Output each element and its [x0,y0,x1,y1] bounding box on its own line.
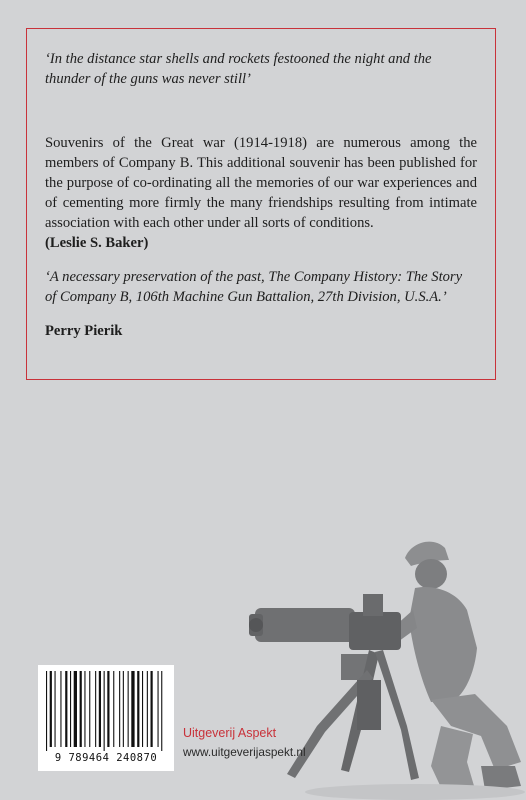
isbn-barcode [38,665,174,771]
barcode-bar [70,671,71,747]
barcode-bar [46,671,47,751]
lead-quote: ‘In the distance star shells and rockets festooned the night and the thunder of the guns was never still’ [45,51,432,87]
author-name: Perry Pierik [45,323,123,339]
barcode-bar [65,671,67,747]
barcode-bar [74,671,77,747]
blurb-attribution: (Leslie S. Baker) [45,235,149,251]
barcode-bar [128,671,129,747]
barcode-bar [161,671,162,751]
blurb-frame [26,28,496,380]
barcode-bar [158,671,159,747]
barcode-bar [142,671,143,747]
barcode-bar [95,671,96,747]
second-quote: ‘A necessary preservation of the past, The Company History: The Story of Company B, 106th Machine Gun Battalion, 27th Division, U.S.A.’ [45,269,463,305]
barcode-bar [123,671,124,747]
machine-gunner-photo [245,530,526,800]
barcode-bar [55,671,56,747]
isbn-number: 9 789464 240870 [54,752,158,764]
publisher-website[interactable]: www.uitgeverijaspekt.nl [183,745,306,759]
barcode-bar [151,671,153,747]
publisher-name: Uitgeverij Aspekt [183,726,277,740]
barcode-bars [44,671,168,751]
barcode-bar [104,671,105,751]
barcode-bar [99,671,101,747]
barcode-bar [84,671,85,747]
barcode-bar [60,671,61,747]
barcode-bar [113,671,114,747]
blurb-body: Souvenirs of the Great war (1914-1918) are numerous among the members of Company B. This additional souvenir has been published for the purpose of co-ordinating all the memories of our war experiences and of cementing more firmly the many friendships resulting from intimate association with each other under all sorts of conditions. [45,135,477,231]
barcode-bar [107,671,109,747]
barcode-bar [147,671,148,747]
barcode-bar [137,671,139,747]
barcode-bar [119,671,120,747]
barcode-bar [89,671,90,747]
barcode-bar [80,671,82,747]
barcode-bar [50,671,52,747]
barcode-bar [131,671,134,747]
